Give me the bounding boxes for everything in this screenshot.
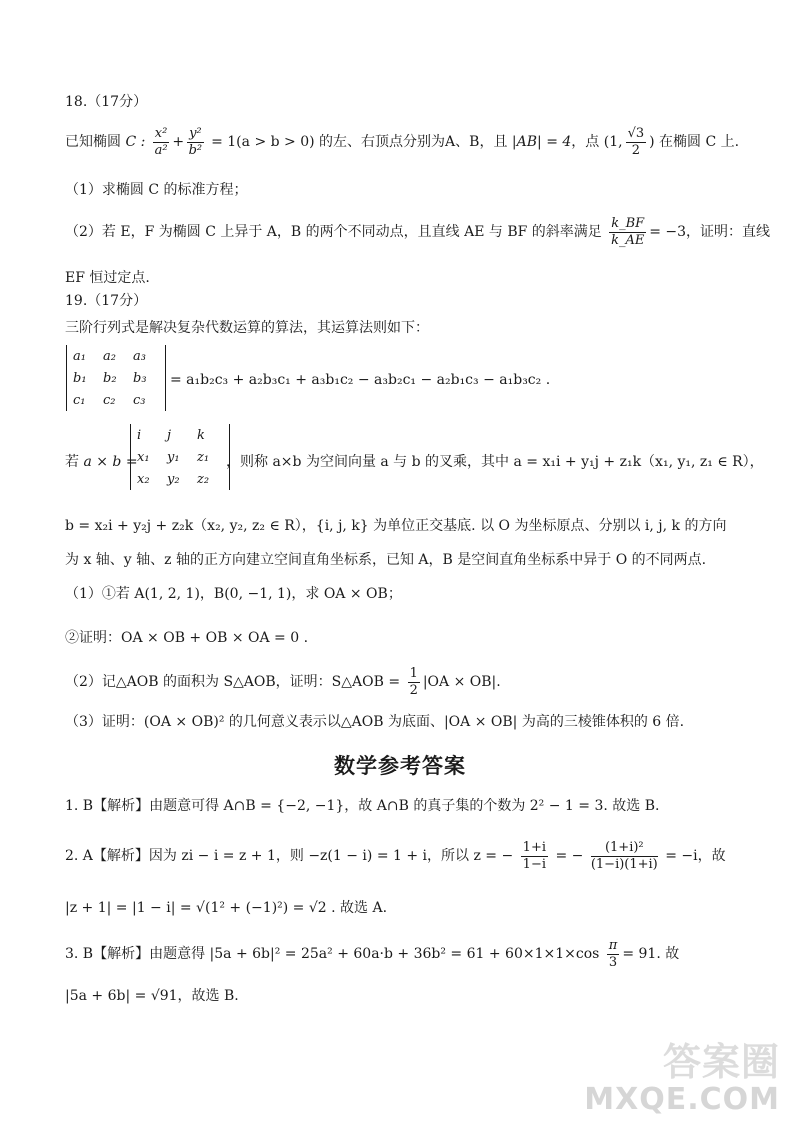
slope-ratio: = −3 [649, 224, 687, 240]
answer-3-text-b: = 91. 故 [622, 946, 680, 962]
q19-part2-text-b: |OA × OB|. [422, 674, 501, 690]
q18-stem-text-b: 的左、右顶点分别为A、B，且 [319, 134, 508, 150]
answer-2-text-c: = −i，故 [665, 848, 726, 864]
watermark [584, 1040, 780, 1119]
fraction-square-product: $\frac{\text{(1+i)²}}{(1-i)(1+i)}$ [590, 839, 658, 872]
determinant-ijk: i j k x₁ y₁ z₁ x₂ y₂ z₂ [130, 424, 230, 490]
answer-2-text-b: = − [555, 848, 584, 864]
answer-2 [65, 836, 726, 876]
q19-vector-b: b = x₂i + y₂j + z₂k（x₂, y₂, z₂ ∈ R），{i, j, k} 为单位正交基底. 以 O 为坐标原点、分别以 i, j, k 的方向 [65, 518, 727, 534]
fraction-sqrt3-2: $\frac{√3}{2}$ [627, 125, 645, 158]
watermark-en: MXQE.COM [584, 1082, 780, 1117]
point-open: (1, [603, 134, 623, 150]
fraction-y2-b2: $\frac{\text{y²}}{\text{b²}}$ [188, 125, 203, 158]
cross-text-a: 若 [65, 454, 79, 470]
cross-lhs: a × b = [83, 454, 138, 470]
determinant-abc: a₁ a₂ a₃ b₁ b₂ b₃ c₁ c₂ c₃ [66, 345, 166, 411]
q18-part2-text-b: ，证明：直线 [686, 224, 771, 240]
q18-stem-text-a: 已知椭圆 [65, 134, 121, 150]
q19-part2-text-a: （2）记△AOB 的面积为 S△AOB，证明：S△AOB = [65, 674, 401, 690]
q19-header: 19.（17分） [65, 293, 148, 309]
q18-stem-text-d: 在椭圆 C 上. [659, 134, 740, 150]
fraction-slopes: $\frac{k\_BF}{k\_AE}$ [611, 215, 645, 248]
answers-title: 数学参考答案 [334, 754, 466, 778]
q19-intro: 三阶行列式是解决复杂代数运算的算法，其运算法则如下： [65, 320, 429, 336]
fraction-x2-a2: $\frac{\text{x²}}{\text{a²}}$ [154, 125, 168, 158]
q18-stem-text-c: ，点 [571, 134, 600, 150]
q18-part1: （1）求椭圆 C 的标准方程； [65, 182, 248, 198]
q18-header: 18.（17分） [65, 94, 148, 110]
ab-length: |AB| = 4 [511, 134, 572, 150]
answer-2-text-a: 2. A【解析】因为 zi − i = z + 1，则 −z(1 − i) = 1 + i，所以 z = − [65, 848, 514, 864]
cross-lead [65, 452, 138, 472]
ellipse-condition: = 1(a > b > 0) [211, 134, 315, 150]
fraction-one-half: $\frac{1}{2}$ [409, 665, 418, 698]
determinant-expansion: = a₁b₂c₃ + a₂b₃c₁ + a₃b₁c₂ − a₃b₂c₁ − a₂b₁c₃ − a₁b₃c₂ . [170, 372, 551, 388]
answer-3 [65, 934, 679, 974]
q19-axes: 为 x 轴、y 轴、z 轴的正方向建立空间直角坐标系，已知 A，B 是空间直角坐标系中异于 O 的不同两点. [65, 552, 707, 568]
q19-part1b: ②证明：OA × OB + OB × OA = 0 . [65, 630, 309, 646]
answer-2-cont: |z + 1| = |1 − i| = √(1² + (−1)²) = √2 . 故选 A. [65, 900, 388, 916]
q18-part2 [65, 212, 770, 252]
fraction-1pi-1mi: $\frac{1+i}{1-i}$ [522, 839, 546, 872]
q18-part2-text-a: （2）若 E，F 为椭圆 C 上异于 A，B 的两个不同动点，且直线 AE 与 BF 的斜率满足 [65, 224, 602, 240]
fraction-pi-3: $\frac{\pi}{3}$ [608, 937, 618, 970]
q19-part1a: （1）①若 A(1, 2, 1)，B(0, −1, 1)，求 OA × OB； [65, 586, 402, 602]
point-close: ) [649, 134, 655, 150]
q18-part2-cont: EF 恒过定点. [65, 270, 150, 286]
q19-part3: （3）证明：(OA × OB)² 的几何意义表示以△AOB 为底面、|OA × OB| 为高的三棱锥体积的 6 倍. [65, 714, 685, 730]
answer-1: 1. B【解析】由题意可得 A∩B = {−2, −1}，故 A∩B 的真子集的个数为 2² − 1 = 3. 故选 B. [65, 798, 660, 814]
q18-stem: 已知椭圆 C : $\frac{\text{x²}}{\text{a²}}$ + $\frac{\text{y²}}{\text{b²}}$ = 1(a > b > 0) 的左、右顶点分别为A、B，且 |AB| = 4，点 (1, $\frac{√3}{2}$ ) 在椭圆 C 上. [65, 125, 740, 158]
watermark-cn: 答案圈 [662, 1040, 780, 1084]
ellipse-label: C : [125, 134, 150, 150]
answer-3-cont: |5a + 6b| = √91，故选 B. [65, 988, 239, 1004]
answer-3-text-a: 3. B【解析】由题意得 |5a + 6b|² = 25a² + 60a·b + 36b² = 61 + 60×1×1×cos [65, 946, 600, 962]
q19-part2 [65, 662, 501, 702]
cross-definition: ，则称 a×b 为空间向量 a 与 b 的叉乘，其中 a = x₁i + y₁j + z₁k（x₁, y₁, z₁ ∈ R）， [226, 454, 764, 470]
